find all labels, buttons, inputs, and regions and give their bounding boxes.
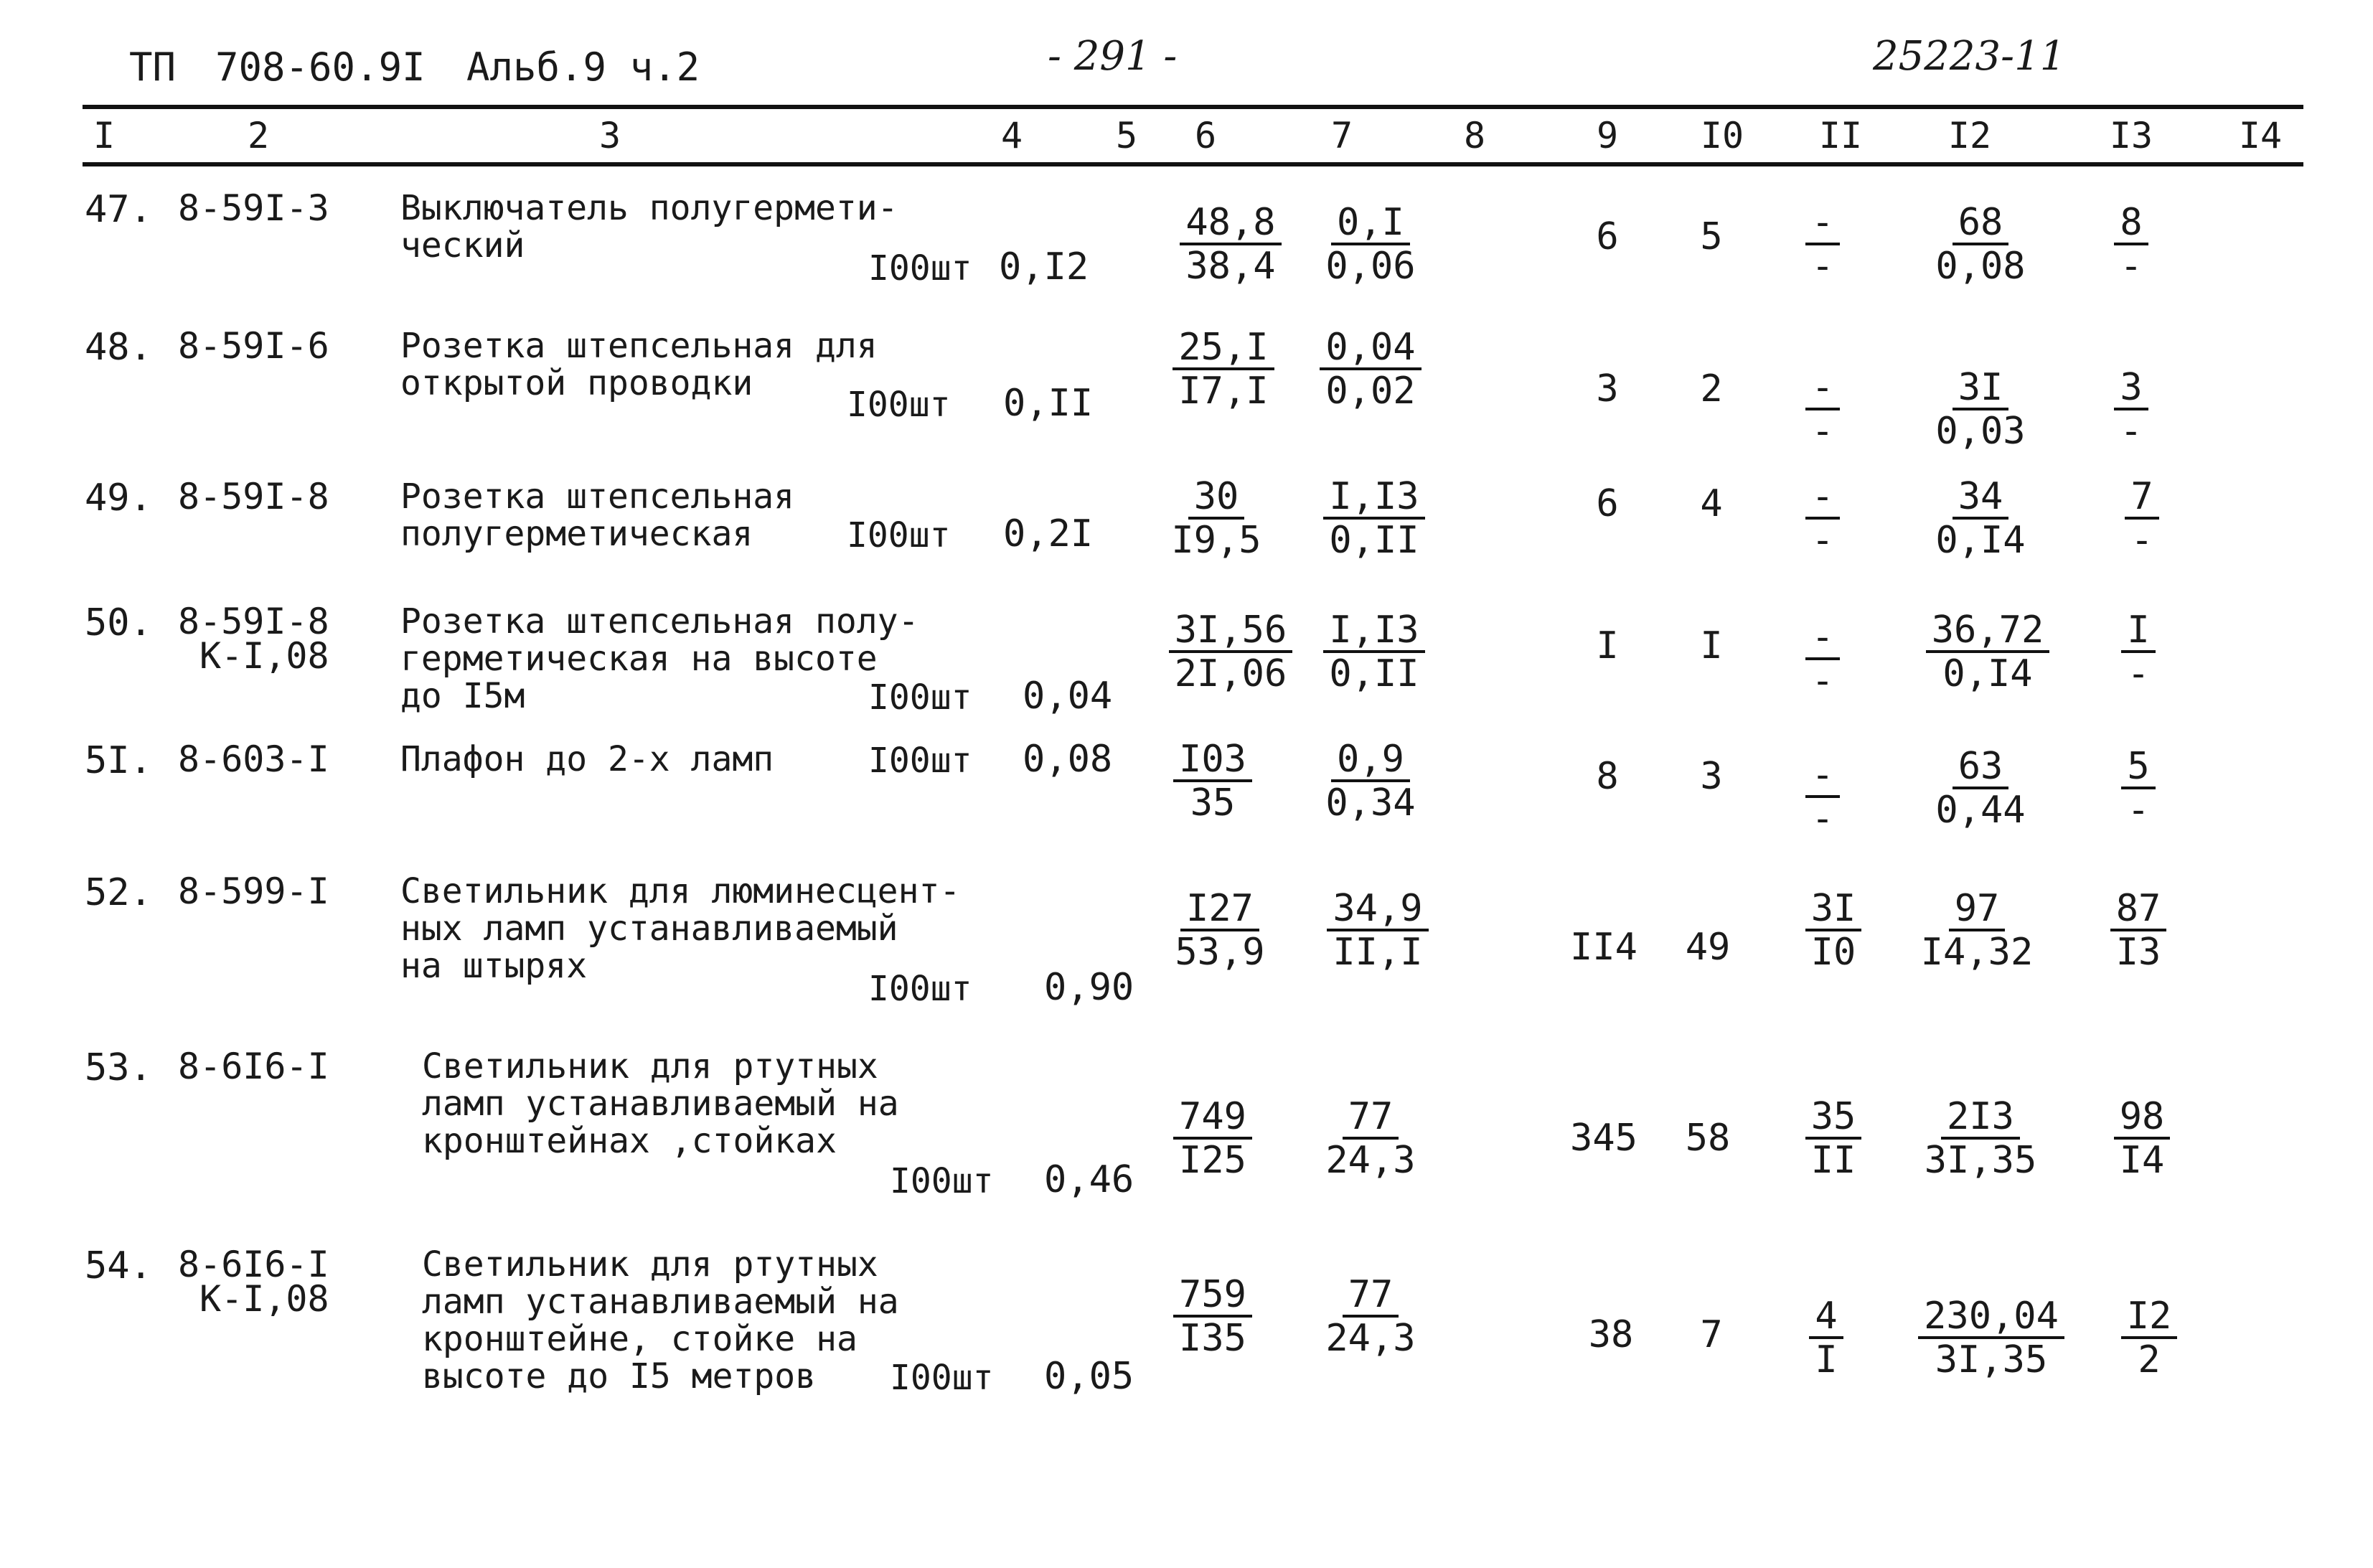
value-col10: I: [1700, 624, 1723, 667]
fraction-col7: $\frac{77}{24,3}$: [1325, 1273, 1416, 1360]
column-number: I2: [1947, 115, 1992, 156]
fraction-col6: $\frac{759}{I35}$: [1166, 1274, 1259, 1359]
item-description-line: ламп устанавливаемый на: [422, 1084, 899, 1124]
row-number: 50.: [85, 601, 152, 644]
column-number: 9: [1596, 115, 1619, 156]
item-description-line: открытой проводки: [400, 363, 753, 403]
value-col9: 8: [1596, 755, 1619, 798]
norm-code: 8-6I6-I: [178, 1244, 329, 1285]
norm-code: 8-59I-8: [178, 476, 329, 517]
fraction-col6: $\frac{3I,56}{2I,06}$: [1162, 610, 1299, 695]
registration-number: 25223-11: [1873, 33, 2066, 80]
column-number: 3: [598, 115, 621, 156]
row-number: 52.: [85, 871, 152, 914]
value-col10: 49: [1685, 926, 1731, 969]
row-number: 48.: [85, 326, 152, 369]
fraction-col7: $\frac{I,I3}{0,II}$: [1317, 476, 1432, 561]
row-number: 54.: [85, 1244, 152, 1287]
table-header-rule: [83, 162, 2303, 166]
value-col9: 345: [1570, 1117, 1637, 1160]
fraction-col13: 7 -: [2088, 476, 2196, 561]
column-number: 4: [1000, 115, 1023, 156]
value-col10: 2: [1700, 367, 1723, 410]
norm-code: 8-59I-6: [178, 325, 329, 367]
norm-code-coef: К-I,08: [199, 1278, 329, 1320]
column-number: 6: [1194, 115, 1217, 156]
fraction-col11: $\frac{4}{I}$: [1787, 1296, 1866, 1381]
column-number: I3: [2109, 115, 2153, 156]
item-description-line: Светильник для ртутных: [422, 1046, 878, 1086]
value-col9: II4: [1570, 926, 1637, 969]
fraction-col7: $\frac{I,I3}{0,II}$: [1317, 610, 1432, 695]
value-col9: I: [1596, 624, 1619, 667]
column-number: 7: [1330, 115, 1353, 156]
column-number: 5: [1115, 115, 1138, 156]
item-description-line: высоте до I5 метров: [422, 1356, 817, 1396]
value-col9: 6: [1596, 215, 1619, 258]
fraction-col7: $\frac{0,04}{0,02}$: [1317, 327, 1424, 412]
column-number: II: [1818, 115, 1863, 156]
fraction-col11: $\frac{3I}{I0}$: [1794, 888, 1873, 973]
item-description-line: ческий: [400, 225, 525, 266]
quantity: 0,90: [1044, 966, 1134, 1009]
quantity: 0,46: [1044, 1158, 1134, 1201]
quantity: 0,08: [1023, 738, 1113, 781]
item-description-line: Розетка штепсельная: [400, 476, 795, 517]
value-col10: 5: [1700, 215, 1723, 258]
fraction-col11: - -: [1780, 367, 1866, 452]
quantity: 0,II: [1003, 382, 1094, 425]
value-col10: 58: [1685, 1117, 1731, 1160]
item-description-line: Выключатель полугермети-: [400, 188, 898, 228]
norm-code-coef: К-I,08: [199, 635, 329, 677]
item-description-line: кронштейне, стойке на: [422, 1319, 857, 1359]
fraction-col11: - -: [1780, 755, 1866, 840]
item-description-line: кронштейнах ,стойках: [422, 1121, 837, 1161]
item-description-line: до I5м: [400, 676, 525, 716]
fraction-col6: $\frac{48,8}{38,4}$: [1166, 202, 1295, 287]
item-description-line: Светильник для люминесцент-: [400, 871, 961, 911]
unit: I00шт: [868, 741, 972, 781]
item-description-line: Плафон до 2-х ламп: [400, 739, 774, 779]
fraction-col6: $\frac{25,I}{I7,I}$: [1162, 327, 1284, 412]
fraction-col12: $\frac{34}{0,I4}$: [1935, 475, 2026, 562]
value-col10: 4: [1700, 482, 1723, 525]
unit: I00шт: [847, 385, 951, 425]
fraction-col6: $\frac{30}{I9,5}$: [1171, 475, 1261, 562]
fraction-col6: $\frac{I27}{53,9}$: [1175, 887, 1265, 974]
value-col10: 7: [1700, 1313, 1723, 1356]
item-description-line: на штырях: [400, 946, 588, 986]
column-number: 8: [1463, 115, 1486, 156]
norm-code: 8-59I-8: [178, 601, 329, 642]
unit: I00шт: [890, 1161, 994, 1201]
fraction-col7: $\frac{77}{24,3}$: [1325, 1095, 1416, 1182]
fraction-col13: 3 -: [2088, 367, 2174, 452]
doc-number: 708-60.9I: [215, 44, 426, 90]
item-description-line: Светильник для ртутных: [422, 1244, 878, 1285]
norm-code: 8-6I6-I: [178, 1046, 329, 1087]
fraction-col12: $\frac{36,72}{0,I4}$: [1916, 610, 2059, 695]
column-number: I4: [2238, 115, 2283, 156]
fraction-col6: $\frac{I03}{35}$: [1166, 739, 1259, 824]
column-number: I: [93, 115, 116, 156]
item-description-line: полугерметическая: [400, 514, 753, 554]
fraction-col12: $\frac{97}{I4,32}$: [1920, 887, 2034, 974]
unit: I00шт: [868, 248, 972, 288]
unit: I00шт: [868, 677, 972, 718]
column-number: I0: [1700, 115, 1744, 156]
fraction-col11: $\frac{35}{II}$: [1787, 1097, 1880, 1181]
value-col9: 3: [1596, 367, 1619, 410]
fraction-col12: $\frac{2I3}{3I,35}$: [1924, 1095, 2037, 1182]
fraction-col12: $\frac{63}{0,44}$: [1935, 745, 2026, 832]
value-col9: 6: [1596, 482, 1619, 525]
fraction-col11: - -: [1780, 202, 1866, 287]
fraction-col7: $\frac{0,9}{0,34}$: [1325, 738, 1416, 825]
table-top-rule: [83, 105, 2303, 109]
fraction-col11: - -: [1780, 617, 1866, 702]
norm-code: 8-599-I: [178, 870, 329, 912]
quantity: 0,I2: [999, 245, 1089, 288]
row-number: 5I.: [85, 739, 152, 782]
fraction-col6: $\frac{749}{I25}$: [1166, 1097, 1259, 1181]
item-description-line: герметическая на высоте: [400, 639, 878, 679]
unit: I00шт: [847, 515, 951, 555]
norm-code: 8-603-I: [178, 738, 329, 780]
fraction-col13: $\frac{I2}{2}$: [2102, 1296, 2196, 1381]
fraction-col13: 5 -: [2102, 746, 2174, 831]
fraction-col13: $\frac{87}{I3}$: [2088, 888, 2189, 973]
column-number: 2: [247, 115, 270, 156]
quantity: 0,2I: [1003, 512, 1094, 555]
item-description-line: ных ламп устанавливаемый: [400, 909, 898, 949]
row-number: 49.: [85, 476, 152, 520]
value-col10: 3: [1700, 755, 1723, 798]
fraction-col13: $\frac{98}{I4}$: [2088, 1097, 2196, 1181]
unit: I00шт: [890, 1358, 994, 1398]
fraction-col12: $\frac{3I}{0,03}$: [1935, 366, 2026, 453]
quantity: 0,04: [1023, 675, 1113, 718]
item-description-line: Розетка штепсельная полу-: [400, 601, 919, 642]
fraction-col12: $\frac{68}{0,08}$: [1935, 201, 2026, 288]
row-number: 53.: [85, 1046, 152, 1089]
album-label: Альб.9 ч.2: [466, 44, 700, 90]
fraction-col7: $\frac{0,I}{0,06}$: [1325, 201, 1416, 288]
value-col9: 38: [1588, 1313, 1634, 1356]
fraction-col7: $\frac{34,9}{II,I}$: [1317, 888, 1439, 973]
fraction-col13: 8 -: [2088, 202, 2174, 287]
fraction-col11: - -: [1780, 476, 1866, 561]
fraction-col13: I -: [2102, 610, 2174, 695]
page-number: - 291 -: [1048, 33, 1178, 80]
fraction-col12: $\frac{230,04}{3I,35}$: [1916, 1296, 2067, 1381]
unit: I00шт: [868, 969, 972, 1009]
row-number: 47.: [85, 188, 152, 231]
norm-code: 8-59I-3: [178, 187, 329, 229]
item-description-line: Розетка штепсельная для: [400, 326, 878, 366]
item-description-line: ламп устанавливаемый на: [422, 1282, 899, 1322]
quantity: 0,05: [1044, 1355, 1134, 1398]
doc-code: ТП: [129, 44, 177, 90]
